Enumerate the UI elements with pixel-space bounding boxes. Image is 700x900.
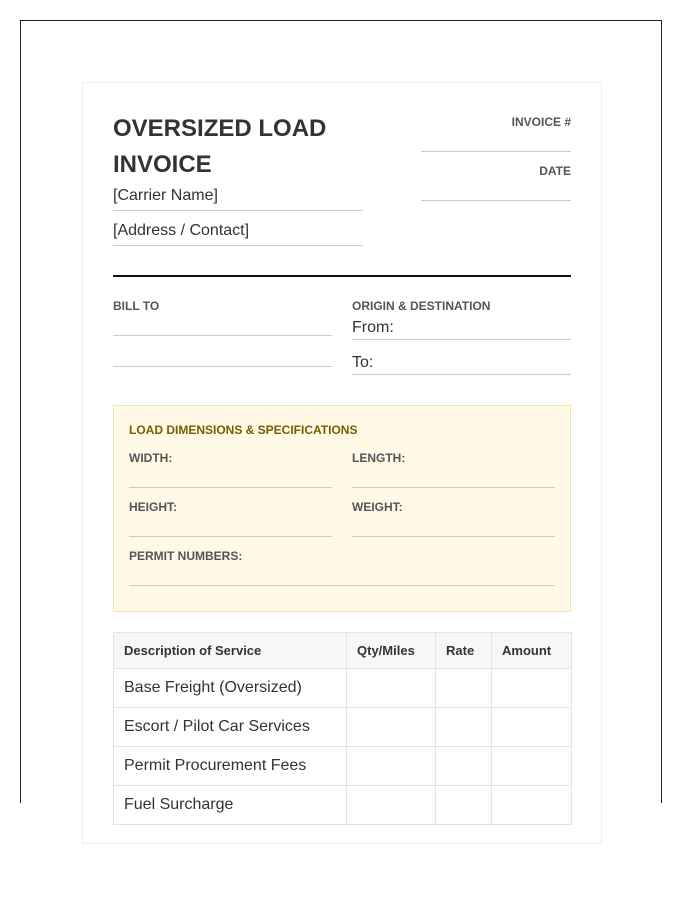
length-label: LENGTH:	[352, 451, 406, 465]
table-row	[114, 708, 572, 747]
width-label: WIDTH:	[129, 451, 173, 465]
service-description: Escort / Pilot Car Services	[114, 708, 347, 747]
bill-to-label: BILL TO	[113, 299, 160, 313]
invoice-sheet	[82, 82, 602, 844]
amount-cell[interactable]	[492, 747, 572, 786]
rate-cell[interactable]	[436, 669, 492, 708]
service-description: Permit Procurement Fees	[114, 747, 347, 786]
invoice-number-label: INVOICE #	[511, 115, 571, 129]
page-frame	[20, 20, 662, 813]
bill-to-line-1[interactable]	[113, 335, 332, 336]
invoice-title: OVERSIZED LOAD INVOICE	[113, 115, 327, 178]
service-description: Fuel Surcharge	[114, 786, 347, 825]
services-table	[113, 632, 572, 825]
date-field[interactable]	[421, 200, 571, 201]
qty-miles-header: Qty/Miles	[347, 633, 436, 669]
table-row	[114, 747, 572, 786]
rate-cell[interactable]	[436, 708, 492, 747]
table-row	[114, 786, 572, 825]
invoice-number-field[interactable]	[421, 151, 571, 152]
from-field[interactable]	[352, 319, 571, 340]
bill-to-line-2[interactable]	[113, 366, 332, 367]
amount-cell[interactable]	[492, 669, 572, 708]
qty-miles-cell[interactable]	[347, 747, 436, 786]
table-row	[114, 669, 572, 708]
permit-numbers-field[interactable]	[129, 585, 555, 586]
load-specs-panel	[113, 405, 571, 612]
qty-miles-cell[interactable]	[347, 669, 436, 708]
from-label: From:	[352, 319, 394, 336]
table-header-row	[114, 633, 572, 669]
load-specs-title: LOAD DIMENSIONS & SPECIFICATIONS	[129, 423, 358, 437]
amount-cell[interactable]	[492, 786, 572, 825]
qty-miles-cell[interactable]	[347, 786, 436, 825]
amount-cell[interactable]	[492, 708, 572, 747]
to-field[interactable]	[352, 354, 571, 375]
amount-header: Amount	[492, 633, 572, 669]
date-label: DATE	[539, 164, 571, 178]
height-field[interactable]	[129, 536, 332, 537]
origin-destination-label: ORIGIN & DESTINATION	[352, 299, 491, 313]
rate-cell[interactable]	[436, 747, 492, 786]
width-field[interactable]	[129, 487, 332, 488]
header-divider	[113, 275, 571, 277]
carrier-name-field[interactable]: [Carrier Name]	[113, 187, 363, 211]
weight-field[interactable]	[352, 536, 555, 537]
to-label: To:	[352, 354, 374, 371]
height-label: HEIGHT:	[129, 500, 177, 514]
rate-cell[interactable]	[436, 786, 492, 825]
qty-miles-cell[interactable]	[347, 708, 436, 747]
weight-label: WEIGHT:	[352, 500, 403, 514]
rate-header: Rate	[436, 633, 492, 669]
service-description: Base Freight (Oversized)	[114, 669, 347, 708]
address-contact-field[interactable]: [Address / Contact]	[113, 222, 363, 246]
length-field[interactable]	[352, 487, 555, 488]
permit-numbers-label: PERMIT NUMBERS:	[129, 549, 243, 563]
description-header: Description of Service	[114, 633, 347, 669]
